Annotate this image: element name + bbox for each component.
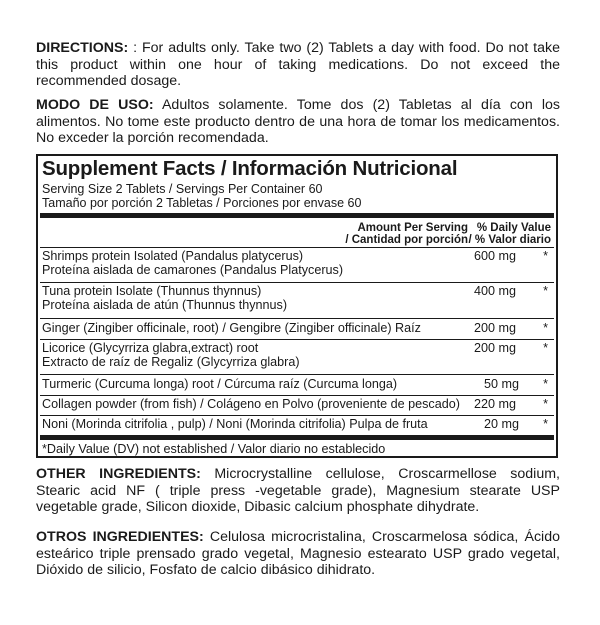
ingredient-amount: 600 mg	[474, 249, 517, 263]
other-ingredients-paragraph	[36, 466, 560, 516]
row-divider	[40, 339, 554, 340]
directions-label: DIRECTIONS:	[36, 40, 129, 56]
daily-value-footnote: *Daily Value (DV) not established / Valor diario no establecido	[42, 442, 386, 456]
supplement-facts-title: Supplement Facts / Información Nutricional	[42, 157, 458, 180]
row-divider	[40, 374, 554, 375]
otros-ingredientes-label: OTROS INGREDIENTES:	[36, 529, 204, 545]
ingredient-name	[42, 250, 466, 277]
amount-header-es: / Cantidad por porción	[345, 234, 468, 246]
daily-value-header	[469, 222, 551, 246]
row-divider	[40, 395, 554, 396]
serving-size-es: Tamaño por porción 2 Tabletas / Porciones por envase 60	[42, 196, 362, 210]
row-divider	[40, 282, 554, 283]
ingredient-amount: 200 mg	[474, 341, 517, 355]
header-divider	[40, 213, 554, 218]
ingredient-amount: 400 mg	[474, 284, 517, 298]
daily-value: *	[543, 377, 548, 391]
daily-value: *	[543, 249, 548, 263]
ingredient-name	[42, 418, 466, 432]
ingredient-name-en: Shrimps protein Isolated (Pandalus platycerus)	[42, 249, 304, 263]
ingredient-name-es: Extracto de raíz de Regaliz (Glycyrriza glabra)	[42, 354, 300, 369]
ingredient-name	[42, 378, 466, 392]
directions-text: : For adults only. Take two (2) Tablets a day with food. Do not take this product within one hour of taking medications. Do not exceed the recommended dosage.	[36, 40, 560, 90]
ingredient-amount: 20 mg	[484, 417, 520, 431]
ingredient-amount: 220 mg	[474, 397, 517, 411]
ingredient-name	[42, 285, 466, 312]
modo-de-uso-label: MODO DE USO:	[36, 97, 154, 113]
other-ingredients-text: Microcrystalline cellulose, Croscarmellose sodium, Stearic acid NF ( triple press -vegetable grade), Magnesium stearate USP vegetable grade, Silicon dioxide, Dibasic calcium phosphate dihydrate.	[36, 466, 560, 516]
dv-header-en: % Daily Value	[476, 222, 551, 234]
ingredient-name-en: Turmeric (Curcuma longa) root / Cúrcuma raíz (Curcuma longa)	[42, 377, 398, 391]
otros-ingredientes-paragraph	[36, 529, 560, 579]
footer-divider	[40, 435, 554, 440]
ingredient-name-en: Tuna protein Isolate (Thunnus thynnus)	[42, 284, 262, 298]
daily-value: *	[543, 284, 548, 298]
row-divider	[40, 415, 554, 416]
modo-de-uso-text: Adultos solamente. Tome dos (2) Tabletas al día con los alimentos. No tome este producto dentro de una hora de tomar los medicamentos. No exceder la porción recomendada.	[36, 97, 560, 147]
directions-paragraph	[36, 40, 560, 90]
amount-per-serving-header	[345, 222, 468, 246]
ingredient-amount: 50 mg	[484, 377, 520, 391]
daily-value: *	[543, 321, 548, 335]
dv-header-es: / % Valor diario	[468, 234, 551, 246]
daily-value: *	[543, 341, 548, 355]
daily-value: *	[543, 397, 548, 411]
ingredient-name	[42, 342, 466, 369]
supplement-facts-panel	[36, 154, 558, 458]
ingredient-amount: 200 mg	[474, 321, 517, 335]
ingredient-name-en: Licorice (Glycyrriza glabra,extract) root	[42, 341, 259, 355]
row-divider	[40, 247, 554, 248]
serving-size-en: Serving Size 2 Tablets / Servings Per Container 60	[42, 182, 323, 196]
ingredient-name	[42, 398, 466, 412]
row-divider	[40, 318, 554, 319]
ingredient-name-en: Collagen powder (from fish) / Colágeno en Polvo (proveniente de pescado)	[42, 397, 460, 411]
other-ingredients-label: OTHER INGREDIENTS:	[36, 466, 201, 482]
modo-de-uso-paragraph	[36, 97, 560, 147]
otros-ingredientes-text: Celulosa microcristalina, Croscarmelosa sódica, Ácido esteárico triple prensado grado vegetal, Magnesio estearato USP grado vegetal, Dióxido de silicio, Fosfato de calcio dibásico dihidrato.	[36, 529, 560, 579]
ingredient-name-es: Proteína aislada de atún (Thunnus thynnus)	[42, 297, 288, 312]
ingredient-name-en: Noni (Morinda citrifolia , pulp) / Noni (Morinda citrifolia) Pulpa de fruta	[42, 417, 428, 431]
ingredient-name	[42, 322, 466, 336]
ingredient-name-en: Ginger (Zingiber officinale, root) / Gengibre (Zingiber officinale) Raíz	[42, 321, 421, 335]
amount-header-en: Amount Per Serving	[357, 222, 468, 234]
daily-value: *	[543, 417, 548, 431]
ingredient-name-es: Proteína aislada de camarones (Pandalus Platycerus)	[42, 262, 344, 277]
